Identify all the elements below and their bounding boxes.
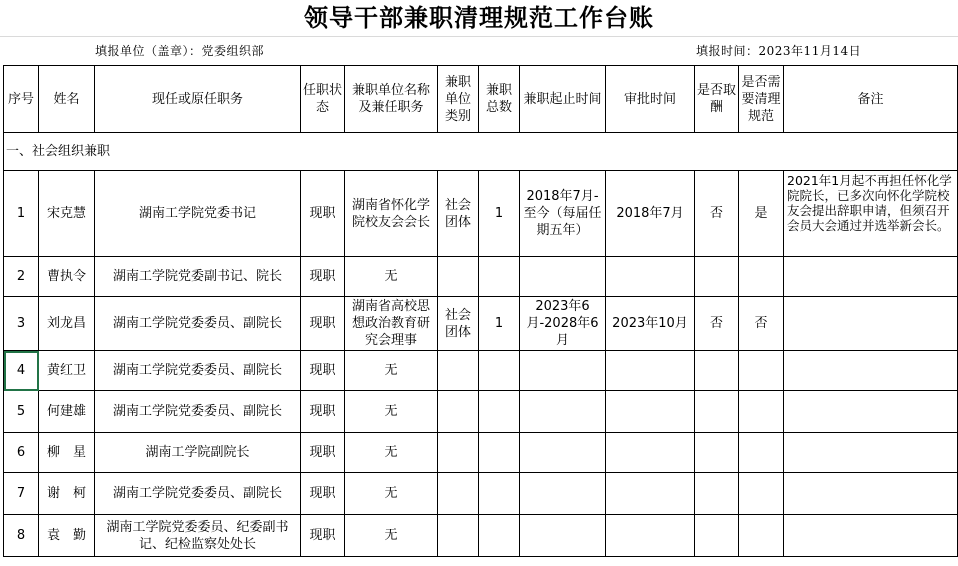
position-cell[interactable]: 湖南工学院党委委员、副院长 — [95, 351, 301, 391]
status-cell[interactable]: 现职 — [301, 257, 345, 297]
unit-value[interactable]: 党委组织部 — [201, 44, 265, 58]
parttime-cell[interactable]: 无 — [345, 515, 438, 557]
period-cell[interactable] — [520, 391, 606, 433]
status-cell[interactable]: 现职 — [301, 515, 345, 557]
position-cell[interactable]: 湖南工学院党委委员、副院长 — [95, 473, 301, 515]
table-row — [4, 171, 958, 257]
table-row — [4, 515, 958, 557]
status-cell[interactable]: 现职 — [301, 473, 345, 515]
position-cell[interactable]: 湖南工学院副院长 — [95, 433, 301, 473]
position-cell[interactable]: 湖南工学院党委委员、纪委副书记、纪检监察处处长 — [95, 515, 301, 557]
person-name[interactable]: 刘龙昌 — [39, 297, 95, 351]
row-number[interactable]: 2 — [4, 257, 39, 297]
row-divider — [0, 36, 958, 37]
period-cell[interactable] — [520, 351, 606, 391]
person-name[interactable]: 黄红卫 — [39, 351, 95, 391]
col-header[interactable]: 兼职起止时间 — [520, 66, 606, 133]
parttime-cell[interactable]: 无 — [345, 257, 438, 297]
paid-cell[interactable] — [695, 391, 739, 433]
col-header[interactable]: 兼职总数 — [479, 66, 520, 133]
category-cell[interactable]: 社会团体 — [438, 297, 479, 351]
col-header[interactable]: 兼职单位名称及兼任职务 — [345, 66, 438, 133]
table-row — [4, 257, 958, 297]
parttime-cell[interactable]: 无 — [345, 433, 438, 473]
row-number[interactable]: 4 — [4, 351, 39, 391]
note-cell[interactable] — [784, 473, 958, 515]
cleanup-cell[interactable] — [739, 257, 784, 297]
col-header[interactable]: 序号 — [4, 66, 39, 133]
approval-cell[interactable] — [606, 351, 695, 391]
table-row — [4, 433, 958, 473]
count-cell[interactable] — [479, 257, 520, 297]
parttime-cell[interactable]: 湖南省高校思想政治教育研究会理事 — [345, 297, 438, 351]
cleanup-cell[interactable] — [739, 515, 784, 557]
paid-cell[interactable] — [695, 433, 739, 473]
status-cell[interactable]: 现职 — [301, 351, 345, 391]
col-header[interactable]: 是否需要清理规范 — [739, 66, 784, 133]
category-cell[interactable] — [438, 257, 479, 297]
count-cell[interactable] — [479, 473, 520, 515]
parttime-cell[interactable]: 无 — [345, 351, 438, 391]
status-cell[interactable]: 现职 — [301, 297, 345, 351]
row-number[interactable]: 6 — [4, 433, 39, 473]
col-header[interactable]: 姓名 — [39, 66, 95, 133]
col-header[interactable]: 是否取酬 — [695, 66, 739, 133]
table-row — [4, 351, 958, 391]
count-cell[interactable] — [479, 391, 520, 433]
period-cell[interactable] — [520, 473, 606, 515]
col-header[interactable]: 兼职单位类别 — [438, 66, 479, 133]
parttime-cell[interactable]: 湖南省怀化学院校友会会长 — [345, 171, 438, 257]
period-cell[interactable] — [520, 433, 606, 473]
cleanup-cell[interactable] — [739, 473, 784, 515]
note-cell[interactable] — [784, 433, 958, 473]
paid-cell[interactable]: 否 — [695, 171, 739, 257]
row-number[interactable]: 5 — [4, 391, 39, 433]
period-cell[interactable] — [520, 515, 606, 557]
parttime-cell[interactable]: 无 — [345, 391, 438, 433]
approval-cell[interactable] — [606, 473, 695, 515]
header-row — [4, 66, 958, 133]
parttime-cell[interactable]: 无 — [345, 473, 438, 515]
note-cell[interactable] — [784, 351, 958, 391]
period-cell[interactable] — [520, 257, 606, 297]
person-name[interactable]: 宋克慧 — [39, 171, 95, 257]
category-cell[interactable] — [438, 473, 479, 515]
cleanup-cell[interactable]: 是 — [739, 171, 784, 257]
count-cell[interactable]: 1 — [479, 297, 520, 351]
approval-cell[interactable] — [606, 391, 695, 433]
date-value[interactable]: 2023年11月14日 — [758, 44, 862, 58]
approval-cell[interactable] — [606, 257, 695, 297]
position-cell[interactable]: 湖南工学院党委委员、副院长 — [95, 391, 301, 433]
paid-cell[interactable] — [695, 351, 739, 391]
category-cell[interactable] — [438, 391, 479, 433]
row-number[interactable]: 1 — [4, 171, 39, 257]
date-label: 填报时间： — [696, 44, 759, 58]
col-header[interactable]: 备注 — [784, 66, 958, 133]
person-name[interactable]: 何建雄 — [39, 391, 95, 433]
row-number[interactable]: 8 — [4, 515, 39, 557]
unit-line — [95, 41, 264, 61]
position-cell[interactable]: 湖南工学院党委委员、副院长 — [95, 297, 301, 351]
person-name[interactable]: 谢 柯 — [39, 473, 95, 515]
col-header[interactable]: 现任或原任职务 — [95, 66, 301, 133]
count-cell[interactable] — [479, 515, 520, 557]
period-cell[interactable]: 2018年7月-至今（每届任期五年） — [520, 171, 606, 257]
date-line — [696, 41, 861, 61]
paid-cell[interactable] — [695, 515, 739, 557]
approval-cell[interactable]: 2023年10月 — [606, 297, 695, 351]
count-cell[interactable] — [479, 433, 520, 473]
person-name[interactable]: 曹执令 — [39, 257, 95, 297]
category-cell[interactable] — [438, 433, 479, 473]
row-number[interactable]: 7 — [4, 473, 39, 515]
section-row — [4, 133, 958, 171]
person-name[interactable]: 柳 星 — [39, 433, 95, 473]
cleanup-cell[interactable] — [739, 391, 784, 433]
paid-cell[interactable]: 否 — [695, 297, 739, 351]
approval-cell[interactable]: 2018年7月 — [606, 171, 695, 257]
person-name[interactable]: 袁 勤 — [39, 515, 95, 557]
row-number[interactable]: 3 — [4, 297, 39, 351]
col-header[interactable]: 审批时间 — [606, 66, 695, 133]
paid-cell[interactable] — [695, 473, 739, 515]
approval-cell[interactable] — [606, 515, 695, 557]
position-cell[interactable]: 湖南工学院党委副书记、院长 — [95, 257, 301, 297]
status-cell[interactable]: 现职 — [301, 171, 345, 257]
table-row — [4, 297, 958, 351]
unit-label: 填报单位（盖章）： — [95, 44, 202, 58]
ledger-table — [3, 65, 958, 557]
note-cell[interactable] — [784, 515, 958, 557]
count-cell[interactable] — [479, 351, 520, 391]
status-cell[interactable]: 现职 — [301, 433, 345, 473]
col-header[interactable]: 任职状态 — [301, 66, 345, 133]
position-cell[interactable]: 湖南工学院党委书记 — [95, 171, 301, 257]
section-title[interactable]: 一、社会组织兼职 — [4, 133, 958, 171]
note-cell[interactable]: 2021年1月起不再担任怀化学院院长，已多次向怀化学院校友会提出辞职申请，但须召开会员大会通过并选举新会长。 — [784, 171, 958, 257]
count-cell[interactable]: 1 — [479, 171, 520, 257]
sheet-title: 领导干部兼职清理规范工作台账 — [304, 3, 654, 32]
cleanup-cell[interactable]: 否 — [739, 297, 784, 351]
cleanup-cell[interactable] — [739, 433, 784, 473]
category-cell[interactable] — [438, 351, 479, 391]
cleanup-cell[interactable] — [739, 351, 784, 391]
status-cell[interactable]: 现职 — [301, 391, 345, 433]
note-cell[interactable] — [784, 257, 958, 297]
paid-cell[interactable] — [695, 257, 739, 297]
category-cell[interactable] — [438, 515, 479, 557]
note-cell[interactable] — [784, 297, 958, 351]
period-cell[interactable]: 2023年6月-2028年6月 — [520, 297, 606, 351]
note-cell[interactable] — [784, 391, 958, 433]
category-cell[interactable]: 社会团体 — [438, 171, 479, 257]
table-row — [4, 473, 958, 515]
approval-cell[interactable] — [606, 433, 695, 473]
table-row — [4, 391, 958, 433]
